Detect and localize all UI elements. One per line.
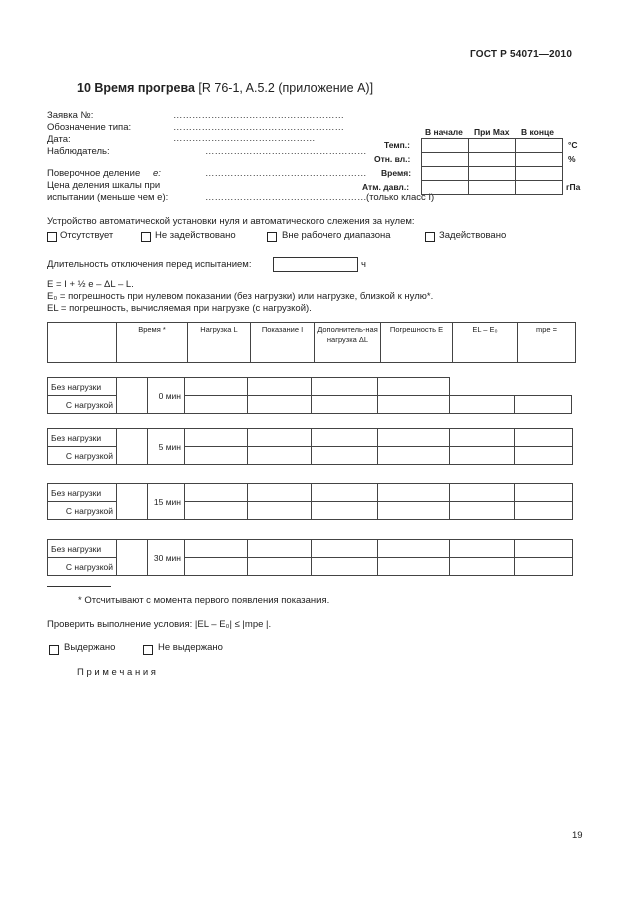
disconnect-label: Длительность отключения перед испытанием:	[47, 259, 252, 270]
time-label: 0 мин	[148, 378, 185, 414]
option-not-used-checkbox[interactable]	[141, 232, 151, 242]
field-application-label: Заявка №:	[47, 110, 94, 121]
option-out-of-range-checkbox[interactable]	[267, 232, 277, 242]
cell-mpe[interactable]	[514, 396, 571, 414]
cell-add-load[interactable]	[312, 447, 378, 465]
block-30min	[47, 539, 573, 576]
cell-reading[interactable]	[248, 429, 312, 447]
check-condition: Проверить выполнение условия: |EL – E₀| ≤ |mpe |.	[47, 619, 272, 630]
cell-error[interactable]	[378, 396, 450, 414]
header-load: Нагрузка L	[188, 323, 251, 363]
results-table-header	[47, 322, 576, 363]
cell-mpe[interactable]	[515, 558, 573, 576]
cond-cell[interactable]	[516, 153, 563, 167]
time-spacer	[117, 429, 148, 465]
header-reading: Показание I	[251, 323, 315, 363]
field-observer-line[interactable]: ……………………………………………	[205, 146, 367, 157]
time-spacer	[117, 484, 148, 520]
field-application-line[interactable]: ………………………………………………	[173, 110, 344, 121]
header-el-e0: EL – E₀	[453, 323, 518, 363]
cell-reading[interactable]	[248, 484, 312, 502]
cond-cell[interactable]	[469, 139, 516, 153]
cell-mpe[interactable]	[515, 484, 573, 502]
cond-col-start: В начале	[425, 127, 463, 137]
cond-col-end: В конце	[521, 127, 554, 137]
cond-row-humidity: Отн. вл.:	[374, 154, 411, 164]
field-type-line[interactable]: ………………………………………………	[173, 122, 344, 133]
field-verif-symbol: e:	[153, 168, 161, 179]
cell-add-load[interactable]	[312, 429, 378, 447]
cell-load[interactable]	[185, 540, 248, 558]
footnote-divider	[47, 586, 111, 587]
cell-el-e0[interactable]	[450, 429, 515, 447]
field-type-label: Обозначение типа:	[47, 122, 132, 133]
field-scale-line[interactable]: ……………………………………………	[205, 192, 367, 203]
cell-mpe[interactable]	[515, 429, 573, 447]
header-mpe: mpe =	[518, 323, 576, 363]
notes-label: П р и м е ч а н и я	[77, 667, 156, 678]
standard-header: ГОСТ Р 54071—2010	[470, 49, 573, 60]
cell-add-load[interactable]	[312, 558, 378, 576]
cell-load[interactable]	[185, 396, 248, 414]
cell-add-load[interactable]	[312, 378, 378, 396]
time-spacer	[117, 540, 148, 576]
page-number: 19	[572, 830, 583, 841]
cell-reading[interactable]	[248, 540, 312, 558]
option-out-of-range-label: Вне рабочего диапазона	[282, 230, 391, 241]
header-empty	[48, 323, 117, 363]
result-passed-label: Выдержано	[64, 642, 116, 653]
cell-error[interactable]	[378, 429, 450, 447]
cell-load[interactable]	[185, 447, 248, 465]
cell-load[interactable]	[185, 429, 248, 447]
cond-cell[interactable]	[469, 167, 516, 181]
time-spacer	[117, 378, 148, 414]
row-label-load: С нагрузкой	[48, 447, 117, 465]
cond-cell[interactable]	[422, 153, 469, 167]
option-not-used-label: Не задействовано	[155, 230, 236, 241]
cond-unit-pressure: гПа	[566, 182, 581, 192]
cell-error[interactable]	[378, 502, 450, 520]
header-time: Время *	[117, 323, 188, 363]
cond-cell[interactable]	[469, 181, 516, 195]
header-error: Погрешность E	[381, 323, 453, 363]
cond-cell[interactable]	[516, 167, 563, 181]
row-label-no-load: Без нагрузки	[48, 484, 117, 502]
conditions-table	[421, 138, 563, 195]
field-class-note: (только класс I)	[366, 192, 435, 203]
cell-add-load[interactable]	[312, 540, 378, 558]
option-used-label: Задействовано	[439, 230, 507, 241]
time-label: 30 мин	[148, 540, 185, 576]
section-reference: [R 76-1, A.5.2 (приложение A)]	[198, 81, 374, 95]
cell-error[interactable]	[378, 540, 450, 558]
cell-add-load[interactable]	[312, 502, 378, 520]
cell-error[interactable]	[378, 484, 450, 502]
row-label-no-load: Без нагрузки	[48, 540, 117, 558]
cell-add-load[interactable]	[312, 484, 378, 502]
cell-mpe[interactable]	[515, 502, 573, 520]
row-label-load: С нагрузкой	[48, 558, 117, 576]
cell-reading[interactable]	[248, 447, 312, 465]
cell-el-e0[interactable]	[450, 396, 515, 414]
time-label: 5 мин	[148, 429, 185, 465]
cell-el-e0[interactable]	[450, 447, 515, 465]
block-5min	[47, 428, 573, 465]
row-label-load: С нагрузкой	[48, 396, 117, 414]
cond-row-temp: Темп.:	[384, 140, 410, 150]
cond-row-time: Время:	[381, 168, 412, 178]
cell-error[interactable]	[378, 558, 450, 576]
block-0min	[47, 377, 572, 414]
cell-reading[interactable]	[248, 396, 312, 414]
cond-cell[interactable]	[422, 167, 469, 181]
cond-cell[interactable]	[422, 139, 469, 153]
cond-col-max: При Max	[474, 127, 510, 137]
cell-load[interactable]	[185, 502, 248, 520]
cond-unit-temp: °C	[568, 140, 578, 150]
option-used-checkbox[interactable]	[425, 232, 435, 242]
cell-add-load[interactable]	[312, 396, 378, 414]
cell-error[interactable]	[378, 447, 450, 465]
time-label: 15 мин	[148, 484, 185, 520]
cell-error[interactable]	[378, 378, 450, 396]
cell-load[interactable]	[185, 558, 248, 576]
row-label-no-load: Без нагрузки	[48, 429, 117, 447]
field-scale-label-2: испытании (меньше чем e):	[47, 192, 169, 203]
cell-mpe[interactable]	[515, 447, 573, 465]
footnote-text: * Отсчитывают с момента первого появления показания.	[78, 595, 330, 606]
option-absent-checkbox[interactable]	[47, 232, 57, 242]
formula-line-1: E = I + ½ e – ΔL – L.	[47, 279, 134, 290]
field-verif-line[interactable]: ……………………………………………	[205, 168, 367, 179]
section-number-title: 10 Время прогрева	[77, 81, 195, 95]
formula-line-3: EL = погрешность, вычисляемая при нагрузке (с нагрузкой).	[47, 303, 312, 314]
cell-load[interactable]	[185, 484, 248, 502]
row-label-load: С нагрузкой	[48, 502, 117, 520]
disconnect-unit: ч	[361, 259, 366, 270]
zero-device-question: Устройство автоматической установки нуля и автоматического слежения за нулем:	[47, 216, 415, 227]
result-failed-label: Не выдержано	[158, 642, 223, 653]
cell-mpe[interactable]	[515, 540, 573, 558]
field-date-label: Дата:	[47, 134, 71, 145]
cell-reading[interactable]	[248, 558, 312, 576]
block-15min	[47, 483, 573, 520]
result-failed-checkbox[interactable]	[143, 645, 153, 655]
cond-cell[interactable]	[469, 153, 516, 167]
cond-cell[interactable]	[422, 181, 469, 195]
cell-reading[interactable]	[248, 502, 312, 520]
cell-el-e0[interactable]	[450, 558, 515, 576]
field-observer-label: Наблюдатель:	[47, 146, 110, 157]
cell-reading[interactable]	[248, 378, 312, 396]
field-scale-label-1: Цена деления шкалы при	[47, 180, 161, 191]
result-passed-checkbox[interactable]	[49, 645, 59, 655]
option-absent-label: Отсутствует	[60, 230, 114, 241]
header-additional-load: Дополнитель-ная нагрузка ΔL	[315, 323, 381, 363]
cell-el-e0[interactable]	[450, 540, 515, 558]
section-title	[77, 81, 373, 95]
disconnect-input[interactable]	[273, 257, 358, 272]
cell-load[interactable]	[185, 378, 248, 396]
cond-unit-humidity: %	[568, 154, 576, 164]
cond-cell[interactable]	[516, 139, 563, 153]
formula-line-2: E₀ = погрешность при нулевом показании (без нагрузки) или нагрузке, близкой к нулю*.	[47, 291, 434, 302]
cond-row-pressure: Атм. давл.:	[362, 182, 410, 192]
row-label-no-load: Без нагрузки	[48, 378, 117, 396]
field-verif-label: Поверочное деление	[47, 168, 141, 179]
cell-el-e0[interactable]	[450, 484, 515, 502]
cond-cell[interactable]	[516, 181, 563, 195]
field-date-line[interactable]: ………………………………………	[173, 133, 316, 144]
cell-el-e0[interactable]	[450, 502, 515, 520]
